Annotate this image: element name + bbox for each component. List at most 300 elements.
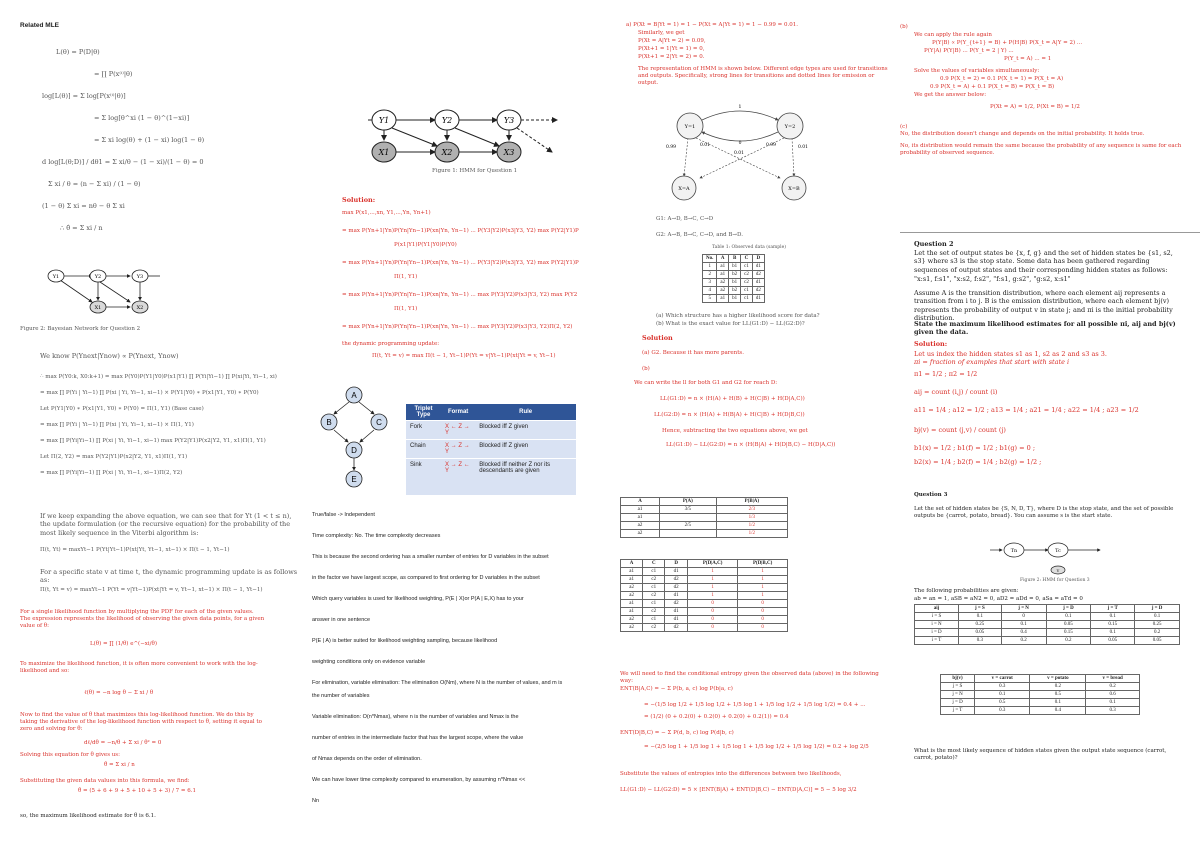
table-cell: 0 (688, 608, 738, 616)
solution-line: LL(G1:D) − LL(G2:D) = n × (H(B|A) + H(D|B,C) − H(D|A,C)) (666, 442, 836, 448)
entropy-line: ENT(B|A,C) = − Σ P(b, a, c) log P(b|a, c) (620, 686, 733, 692)
solution-line: = max P(Yn+1|Yn)P(Yn|Yn−1)P(xn|Yn, Yn−1) ... P(Y3|Y2)P(x3|Y3, Y2) max P(Y2|Y1)P (342, 260, 579, 266)
triplet-header: Format (441, 404, 475, 421)
table-cell: 0.05 (959, 629, 1002, 637)
part-a-line: P(Xt+1 = 2|Yt = 2) = 0. (638, 54, 705, 60)
hmm-node-label: X3 (503, 148, 515, 157)
qb-eq: 0.9 P(X_t = A) + 0.1 P(X_t = B) = P(X_t = B) (930, 84, 1055, 90)
triplet-type: Chain (406, 440, 441, 459)
viterbi-line: = max ∏ P(Yi | Yi−1) ∏ P(xi | Yi, Yi−1, xi−1) × Π(1, Y1) (40, 422, 194, 428)
triplet-format: X → Z → Y (441, 440, 475, 459)
table-cell: 0 (1001, 613, 1046, 621)
table-header: bj(v) (941, 675, 975, 683)
table-cell: 1 (738, 584, 788, 592)
mle-line: log[L(θ)] = Σ log[P(x⁽ⁱ⁾|θ)] (42, 92, 126, 100)
red-answer-eq: dℓ/dθ = −n/θ + Σ xi / θ² = 0 (84, 740, 162, 746)
entropy-block (620, 686, 890, 756)
bayes-net-figure (20, 262, 180, 322)
table-cell: d2 (752, 271, 764, 279)
solution-line: LL(G2:D) = n × (H(A) + H(B|A) + H(C|B) + H(D|B,C)) (654, 412, 805, 418)
table-cell: b2 (729, 287, 741, 295)
table-row (941, 691, 1140, 699)
solution-derivation (342, 210, 612, 350)
solution-label: Solution: (914, 340, 948, 348)
table-cell: 0.2 (1030, 683, 1086, 691)
table-cell: 1 (688, 576, 738, 584)
final-equation: LL(G1:D) − LL(G2:D) = 5 × [ENT(B|A) + ENT(D|B,C) − ENT(D|A,C)] = 5 − 5 log 3/2 (620, 787, 857, 793)
table-cell: 0.1 (1086, 699, 1140, 707)
triplet-table (406, 404, 576, 495)
table-cell: c2 (643, 592, 665, 600)
table-cell: 0 (688, 616, 738, 624)
red-answer-paragraph: Solving this equation for θ gives us: (20, 752, 120, 758)
table-cell: 0.1 (1091, 613, 1135, 621)
table-cell: a1 (621, 506, 660, 514)
bn-node-label: Y1 (52, 274, 60, 280)
table-cell: a1 (717, 295, 729, 303)
table-header: D (665, 560, 688, 568)
viterbi-update-eq: Π(t, Yt) = maxYt−1 P(Yt|Yt−1)P(xt|Yt, Yt−1, xt−1) × Π(t − 1, Yt−1) (40, 547, 230, 553)
table-cell: c1 (643, 600, 665, 608)
table-row (621, 592, 788, 600)
q2-solution-line: Let us index the hidden states s1 as 1, s2 as 2 and s3 as 3. (914, 350, 1107, 358)
mle-line: L(θ) = P(D|θ) (56, 48, 100, 56)
table-cell: 0.4 (1001, 629, 1046, 637)
table-header: A (621, 498, 660, 506)
table-cell: 1 (688, 568, 738, 576)
hmm-representation-text: The representation of HMM is shown below. Different edge types are used for transitions and outputs. Specifically, strong lines for transitions and dotted lines for emission or output. (638, 66, 888, 86)
table-cell: 0.2 (1001, 637, 1046, 645)
hmm2-caption: Figure 2: HMM for Question 3 (1020, 578, 1090, 583)
q2-solution-line: π1 = 1/2 ; π2 = 1/2 (914, 370, 978, 378)
table-cell: 5 (703, 295, 717, 303)
table-cell: d1 (665, 568, 688, 576)
table-cell: d2 (665, 600, 688, 608)
mle-line: d log[L(θ;D)] / dθ1 = Σ xi/θ − (1 − xi)/(1 − θ) = 0 (42, 158, 204, 166)
table-cell: 1 (738, 592, 788, 600)
q2-solution-line: πi = fraction of examples that start with state i (914, 358, 1070, 366)
state-label: Y=1 (684, 124, 696, 130)
table-cell: b1 (729, 279, 741, 287)
q2-task: State the maximum likelihood estimates for all possible πi, aij and bj(v) given the data. (914, 320, 1176, 337)
entropy-line: = −(2/5 log 1 + 1/5 log 1 + 1/5 log 1 + 1/5 log 1/2 + 1/5 log 1/2) = 0.2 + log 2/5 (644, 744, 869, 750)
table-cell: 0 (688, 600, 738, 608)
table-row (703, 271, 765, 279)
table-cell: 0.1 (975, 691, 1030, 699)
hmm-figure-caption: Figure 1: HMM for Question 1 (432, 168, 518, 174)
dag-node-label: C (376, 418, 382, 427)
red-answer-eq: θ̂ = Σ xi / n (104, 762, 135, 768)
table-row (621, 584, 788, 592)
table-header: C (741, 255, 753, 263)
table-row (621, 576, 788, 584)
red-answer-paragraph: Substituting the given data values into this formula, we find: (20, 778, 190, 784)
viterbi-line: = max ∏ P(Yi|Yi−1) ∏ P(xi | Yi, Yi−1, xi−1) max P(Y2|Y1)P(x2|Y2, Y1, x1)Π(1, Y1) (40, 438, 266, 444)
table-row (621, 608, 788, 616)
q2-paragraph: Assume A is the transition distribution, where each element aij represents a transition from i to j. B is the emission distribution, where each element bj(v) represents the probability of output v in state j; and πi is the initial probability distribution. (914, 289, 1173, 323)
table-cell: c1 (643, 616, 665, 624)
red-answer-eq: ℓ(θ) = −n log θ − Σ xi / θ (84, 690, 154, 696)
solution-line: LL(G1:D) = n × (H(A) + H(B) + H(C|B) + H(D|A,C)) (660, 396, 805, 402)
table-header: P(B|A) (716, 498, 787, 506)
q3-paragraph: Let the set of hidden states be {S, N, D, T}, where D is the stop state, and the set of possible outputs be {carrot, potato, bread}. You can assume s is the start state. (914, 506, 1174, 519)
triplet-header: Rule (475, 404, 576, 421)
edge-label: 0.01 (700, 143, 711, 148)
table-cell: c2 (643, 608, 665, 616)
red-answer-paragraph: Now to find the value of θ that maximizes this log-likelihood function. We do this by taking the derivative of the log-likelihood function with respect to θ, setting it equal to zero and solving for θ: (20, 712, 262, 732)
triplet-row (406, 459, 576, 496)
table-cell: 0.3 (1086, 707, 1140, 715)
qc-line: No, its distribution would remain the same because the probability of any sequence is same for each (900, 143, 1182, 149)
q2-solution-line: b1(x) = 1/2 ; b1(f) = 1/2 ; b1(g) = 0 ; (914, 444, 1036, 452)
viterbi-derivation (40, 374, 298, 484)
table-cell: d1 (665, 592, 688, 600)
entropy-paragraph: We will need to find the conditional entropy given the observed data (above) in the following way: (620, 671, 879, 684)
table-cell: 1 (688, 592, 738, 600)
solution-label: Solution (642, 334, 673, 342)
table-cell: 0 (738, 624, 788, 632)
answer-line: True/false -> Independent (312, 512, 375, 518)
viterbi-line: Let P(Y1|Y0) ∗ P(x1|Y1, Y0) ∗ P(Y0) = Π(1, Y1) (Base case) (40, 406, 204, 412)
table-cell: 0.1 (1091, 629, 1135, 637)
viterbi-specific-eq: Π(t, Yt = v) = maxYt−1 P(Yt = v|Yt−1)P(xt|Yt = v, Yt−1, xt−1) × Π(t − 1, Yt−1) (40, 587, 263, 593)
table-cell: 0.1 (1001, 621, 1046, 629)
red-answer-paragraph: To maximize the likelihood function, it is often more convenient to work with the log-likelihood and so: (20, 661, 258, 674)
table-cell: 0.25 (1135, 621, 1180, 629)
table-row (703, 287, 765, 295)
table-row (915, 621, 1180, 629)
hmm-figure (352, 100, 582, 175)
triplet-rule: Blocked iff neither Z nor its descendants are given (475, 459, 576, 496)
answer-line: Variable elimination: O(n*Nmax), where n is the number of variables and Nmax is the (312, 714, 519, 720)
triplet-row (406, 421, 576, 440)
table-header: C (643, 560, 665, 568)
solution-line: = max P(Yn+1|Yn)P(Yn|Yn−1)P(xn|Yn, Yn−1) ... max P(Y3|Y2)P(x3|Y3, Y2)Π(2, Y2) (342, 324, 573, 330)
edge-label: 0.99 (766, 143, 777, 148)
q2-paragraph: Let the set of output states be {x, f, g} and the set of hidden states be {s1, s2, s3} where s3 is the stop state. Some data has been gathered regarding sequences of output states and their corresponding hidden states as follows: (914, 249, 1173, 274)
answer-line: number of entries in the intermediate factor that has the largest scope, where the value (312, 735, 524, 741)
triplet-type: Fork (406, 421, 441, 440)
table-cell: b1 (729, 263, 741, 271)
table-header: D (752, 255, 764, 263)
q2-title: Question 2 (914, 240, 954, 248)
table-cell: j = T (941, 707, 975, 715)
qb-line: P(Y_t = A) ... = 1 (1004, 56, 1052, 62)
table-cell: 1/2 (716, 530, 787, 538)
part-a-line: P(Xt+1 = 1|Yt = 1) = 0, (638, 46, 705, 52)
entropy-line: ENT(D|B,C) = − Σ P(d, b, c) log P(d|b, c) (620, 730, 734, 736)
table-cell: a1 (717, 271, 729, 279)
question-line: (a) Which structure has a higher likelihood score for data? (656, 313, 820, 319)
state-diagram (662, 98, 822, 203)
table-cell: 1 (738, 576, 788, 584)
table-cell: 0.2 (1135, 629, 1180, 637)
qb-line: P(Y|B) ∝ P(Y_{t+1} = B) + P(H|B) P(X_t = A|Y = 2) ... (932, 40, 1083, 46)
table-cell: j = S (941, 683, 975, 691)
edge-label: 1 (738, 104, 742, 110)
table-cell: a2 (621, 624, 643, 632)
table-cell: i = T (915, 637, 959, 645)
qc-line: probability of observed sequence. (900, 150, 995, 156)
emission-table (940, 674, 1140, 715)
edge-label: 0.01 (734, 151, 745, 156)
hmm-node-label: X1 (378, 148, 390, 157)
table-row (621, 530, 788, 538)
table-cell: i = N (915, 621, 959, 629)
table-row (621, 600, 788, 608)
dag-node-label: A (351, 391, 357, 400)
solution-line: P(x1|Y1)P(Y1|Y0)P(Y0) (394, 242, 457, 248)
table-row (703, 279, 765, 287)
table-row (915, 613, 1180, 621)
table-cell: 0.1 (1046, 613, 1091, 621)
solution-line: = max P(Yn+1|Yn)P(Yn|Yn−1)P(xn|Yn, Yn−1) ... P(Y3|Y2)P(x3|Y3, Y2) max P(Y2|Y1)P (342, 228, 579, 234)
bn-node-label: Y2 (94, 274, 102, 280)
qb-label: (b) (900, 24, 908, 30)
g1-text: G1: A→D, B→C, C→D (656, 216, 714, 222)
table-header: P(D|B,C) (738, 560, 788, 568)
answers-block (312, 512, 597, 832)
part-a-line: a) P(Xt = B|Yt = 1) = 1 − P(Xt = A|Yt = 1) = 1 − 0.99 = 0.01. (626, 22, 798, 28)
mle-line: (1 − θ) Σ xi = nθ − θ Σ xi (42, 202, 125, 210)
q2-data: "x:s1, f:s1", "x:s2, f:s2", "f:s1, g:s2", "g:s2, x:s1" (914, 275, 1071, 283)
observed-data-table (702, 254, 765, 303)
hmm-node-label: Y3 (503, 116, 515, 125)
answer-line: We can have lower time complexity compared to enumeration, by assuming n*Nmax << (312, 777, 526, 783)
table-cell: a2 (717, 279, 729, 287)
table-cell: c1 (741, 287, 753, 295)
table-cell: d1 (752, 279, 764, 287)
qb-line: We can apply the rule again (914, 32, 992, 38)
hmm2-node-label: Tn (1010, 548, 1018, 554)
mle-line: = Σ xi log(θ) + (1 − xi) log(1 − θ) (94, 136, 205, 144)
table-cell: 0 (688, 624, 738, 632)
q3-question: What is the most likely sequence of hidden states given the output state sequence (carrot, carrot, potato)? (914, 748, 1167, 761)
table-header: v = bread (1086, 675, 1140, 683)
table-cell: c2 (643, 576, 665, 584)
answer-line: For elimination, variable elimination: The elimination O(Nm), where N is the number of values, and m is (312, 680, 563, 686)
table-cell: 3 (703, 279, 717, 287)
table-cell: d2 (752, 287, 764, 295)
table-cell: c2 (643, 624, 665, 632)
table-row (621, 522, 788, 530)
table-row (703, 263, 765, 271)
table-cell: 0 (738, 600, 788, 608)
qc-line: No, the distribution doesn't change and depends on the initial probability. It holds true. (900, 131, 1145, 137)
table-cell: 0.05 (1091, 637, 1135, 645)
table-cell: a1 (621, 576, 643, 584)
state-label: X=B (788, 186, 800, 192)
qb-paragraph: Solve the values of variables simultaneously: (914, 68, 1040, 74)
table-cell: j = D (941, 699, 975, 707)
answer-line: the number of variables (312, 693, 370, 699)
transition-table (914, 604, 1180, 645)
divider (900, 232, 1200, 233)
table-cell: 0.5 (975, 699, 1030, 707)
table-cell: 0.2 (1086, 683, 1140, 691)
mle-derivation (42, 48, 292, 248)
qb-result: P(Xt = A) = 1/2, P(Xt = B) = 1/2 (990, 104, 1080, 110)
bn-node-label: Y3 (136, 274, 144, 280)
bn-node-label: X1 (94, 305, 102, 311)
triplet-format: X → Z ← Y (441, 459, 475, 496)
table-row (621, 568, 788, 576)
g2-text: G2: A→B, B→C, C→D, and B→D. (656, 232, 744, 238)
table-cell: 0.3 (975, 683, 1030, 691)
table-row (941, 699, 1140, 707)
dag-node-label: D (351, 446, 357, 455)
mle-line: = ∏ P(x⁽ⁱ⁾|θ) (94, 70, 133, 78)
table-header: B (729, 255, 741, 263)
edge-label: 0.01 (798, 145, 809, 150)
table-cell: a1 (621, 608, 643, 616)
triplet-header: Triplet Type (406, 404, 441, 421)
table-header: j = N (1001, 605, 1046, 613)
table-cell: a1 (621, 514, 660, 522)
table-cell: c2 (741, 279, 753, 287)
solution-line: (a) G2. Because it has more parents. (642, 350, 745, 356)
table-cell (660, 514, 717, 522)
table-cell: j = N (941, 691, 975, 699)
viterbi-intro: We know P(Ynext|Ynow) ∝ P(Ynext, Ynow) (40, 352, 179, 360)
answer-line: answer in one sentence (312, 617, 371, 623)
table-row (621, 514, 788, 522)
hmm-node-label: Y1 (378, 116, 390, 125)
triplet-format: X ← Z → Y (441, 421, 475, 440)
table-header: j = D (1046, 605, 1091, 613)
table-row (703, 295, 765, 303)
answer-line: in the factor we have largest scope, as compared to first ordering for D variables in the subset (312, 575, 540, 581)
table-cell: a2 (621, 616, 643, 624)
table-cell: 0.1 (959, 613, 1002, 621)
table-header: A (717, 255, 729, 263)
table-header: P(A) (660, 498, 717, 506)
table-cell: 0.25 (959, 621, 1002, 629)
table-cell: d1 (665, 608, 688, 616)
q2-solution-block (914, 350, 1186, 470)
table-cell: a2 (717, 287, 729, 295)
hmm-node-label: Y2 (441, 116, 453, 125)
table-row (621, 616, 788, 624)
answer-line: of Nmax depends on the order of elimination. (312, 756, 422, 762)
table-cell: 0.05 (1046, 621, 1091, 629)
answer-line: Nn (312, 798, 320, 804)
qc-label: (c) (900, 124, 908, 130)
triplet-header-row (406, 404, 576, 421)
table-cell: 2/5 (660, 522, 717, 530)
q2-solution-line: a11 = 1/4 ; a12 = 1/2 ; a13 = 1/4 ; a21 = 1/4 ; a22 = 1/4 ; a23 = 1/2 (914, 406, 1139, 414)
table-row (621, 506, 788, 514)
edge-label: 0 (738, 141, 742, 146)
table-cell: a2 (621, 522, 660, 530)
viterbi-line: = max ∏ P(Yi|Yi−1) ∏ P(xi | Yi, Yi−1, xi−1)Π(2, Y2) (40, 470, 183, 476)
qb-block (914, 32, 1184, 66)
mle-line: ∴ θ̂ = Σ xi / n (60, 224, 103, 232)
table-cell: d1 (752, 295, 764, 303)
table-cell: 0.2 (1046, 637, 1091, 645)
table-cell: 0.05 (1135, 637, 1180, 645)
bn-node-label: X2 (136, 305, 144, 311)
table-cell: 1/2 (716, 522, 787, 530)
hmm2-node-label: Y (1056, 568, 1060, 573)
table-cell: d1 (752, 263, 764, 271)
table-cell: d2 (665, 576, 688, 584)
table-header: j = T (1091, 605, 1135, 613)
part-a-block (626, 22, 886, 72)
answer-line: Which query variables is used for likelihood weighting, P(E | X)or P(A | E,X) has to your (312, 596, 524, 602)
table-cell: 1 (703, 263, 717, 271)
table-cell: 4 (703, 287, 717, 295)
table-cell (660, 530, 717, 538)
table-cell: 0.1 (1030, 699, 1086, 707)
table-cell: b2 (729, 271, 741, 279)
table-cell: 0.15 (1091, 621, 1135, 629)
table-cell: b1 (729, 295, 741, 303)
q3-title: Question 3 (914, 492, 948, 498)
table-header: v = potato (1030, 675, 1086, 683)
table-row (941, 707, 1140, 715)
table-cell: a1 (717, 263, 729, 271)
table-cell: 0 (738, 616, 788, 624)
solution-label: Solution: (342, 196, 376, 204)
entropy-line: = −(1/5 log 1/2 + 1/5 log 1/2 + 1/5 log 1 + 1/5 log 1/2 + 1/5 log 1/2) = 0.4 + ... (644, 702, 866, 708)
table-cell: 0.15 (1046, 629, 1091, 637)
q3-paragraph: The following probabilities are given: (914, 588, 1019, 594)
table-caption: Table 1: Observed data (sample) (712, 245, 787, 250)
qb-eq: 0.9 P(X_t = 2) = 0.1 P(X_t = 1) = P(X_t = A) (940, 76, 1064, 82)
table-cell: 0.4 (1030, 707, 1086, 715)
table-cell: d1 (665, 616, 688, 624)
table-cell: 2 (703, 271, 717, 279)
table-header: A (621, 560, 643, 568)
table-cell: 0 (738, 608, 788, 616)
cpt-table-b (620, 497, 788, 538)
red-answer-paragraph: For a single likelihood function by multiplying the PDF for each of the given values. The expression represents the likelihood of observing the given data points, for a given value of θ: (20, 609, 265, 629)
solution-line: max P(x1,...,xn, Y1,...,Yn, Yn+1) (342, 210, 431, 216)
triplet-rule: Blocked iff Z given (475, 421, 576, 440)
col1-header: Related MLE (20, 22, 60, 29)
table-header: j = S (959, 605, 1002, 613)
table-cell: c1 (741, 295, 753, 303)
answer-line: Time complexity: No. The time complexity decreases (312, 533, 441, 539)
table-cell: 3/5 (660, 506, 717, 514)
table-cell: 1/3 (716, 514, 787, 522)
table-cell: 1 (738, 568, 788, 576)
table-header: P(D|A,C) (688, 560, 738, 568)
table-cell: a1 (621, 568, 643, 576)
table-cell: d2 (665, 584, 688, 592)
answer-line: P(E | A) is better suited for likelihood weighting sampling, because likelihood (312, 638, 498, 644)
answer-line: weighting conditions only on evidence variable (312, 659, 426, 665)
q2-solution-line: bj(v) = count (j,v) / count (j) (914, 426, 1006, 434)
table-header: v = carrot (975, 675, 1030, 683)
dag-node-label: B (326, 418, 332, 427)
part-a-line: Similarly, we get (638, 30, 685, 36)
table-cell: c1 (643, 584, 665, 592)
table-cell: c2 (741, 271, 753, 279)
table-cell: i = D (915, 629, 959, 637)
table-row (621, 624, 788, 632)
bn-figure-caption: Figure 2: Bayesian Network for Question 2 (20, 326, 141, 332)
q3-params: ab = an = 1, aSB = aN2 = 0, aD2 = aDd = 0, aSa = aTd = 0 (914, 596, 1083, 602)
hmm2-node-label: Tc (1055, 548, 1061, 554)
triplet-rule: Blocked iff Z given (475, 440, 576, 459)
hmm-node-label: X2 (441, 148, 453, 157)
table-cell: d2 (665, 624, 688, 632)
mle-line: Σ xi / θ = (n − Σ xi) / (1 − θ) (48, 180, 141, 188)
table-cell: 0.6 (1086, 691, 1140, 699)
viterbi-line: = max ∏ P(Yi | Yi−1) ∏ P(xi | Yi, Yi−1, xi−1) × P(Y1|Y0) ∗ P(x1|Y1, Y0) ∗ P(Y0) (40, 390, 259, 396)
